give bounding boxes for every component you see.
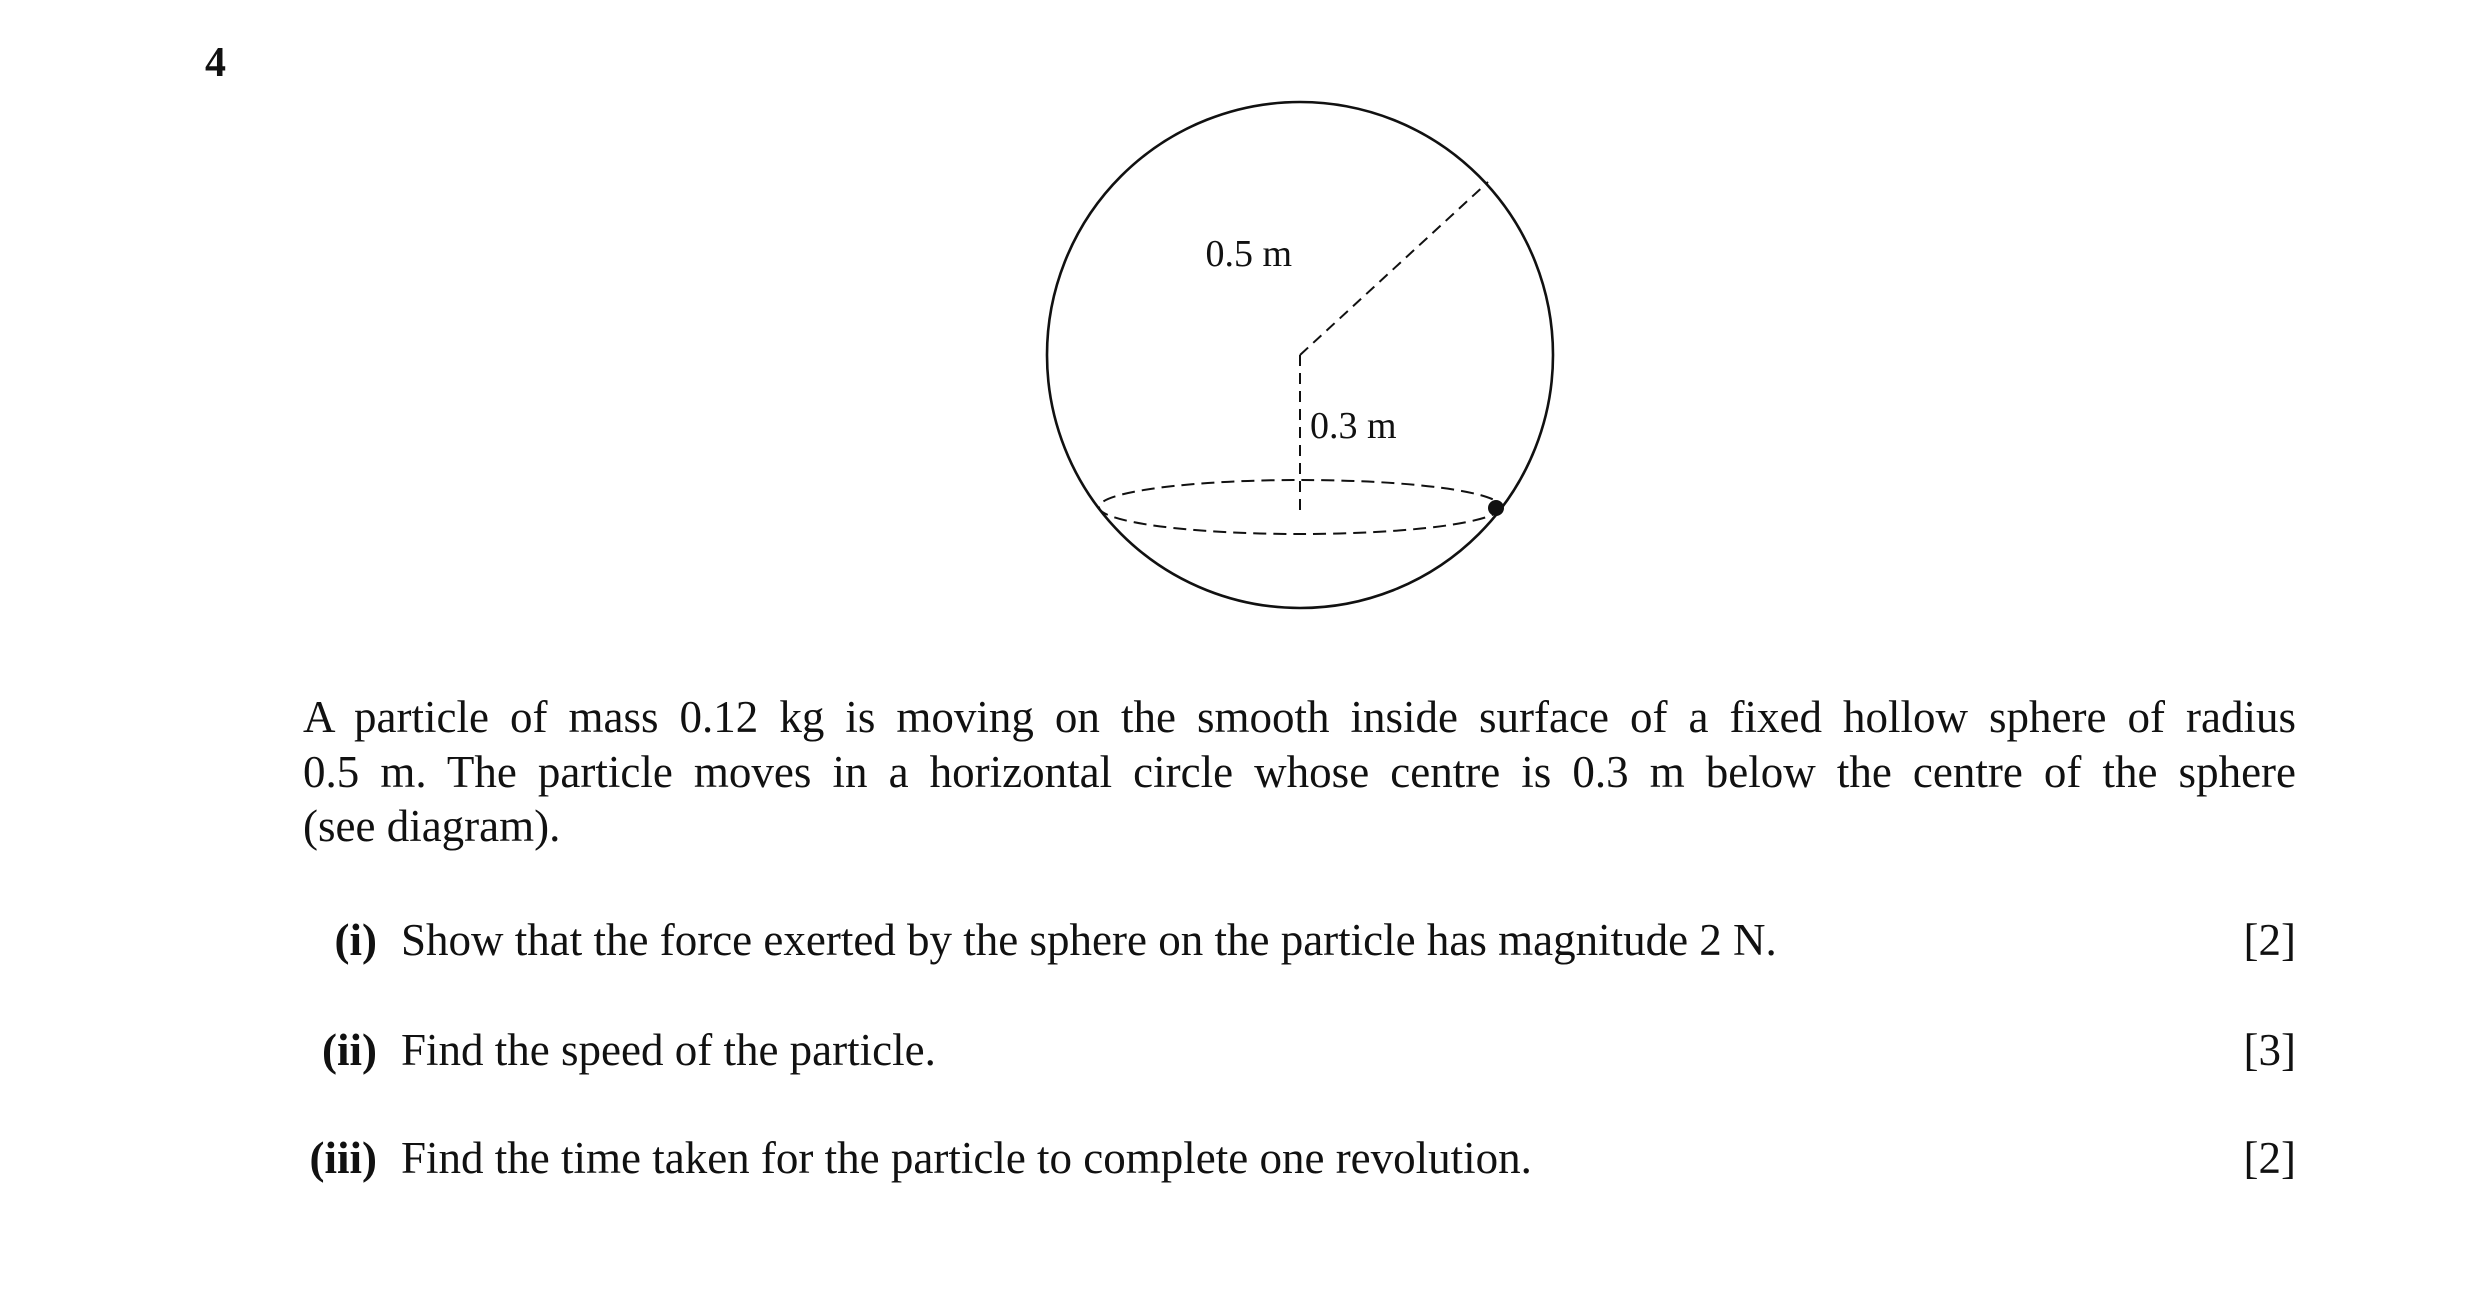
part-text: Find the time taken for the particle to complete one revolution. bbox=[401, 1133, 1532, 1183]
marks-label: [2] bbox=[2243, 1133, 2296, 1183]
part-iii bbox=[0, 1128, 2300, 1188]
part-text: Find the speed of the particle. bbox=[401, 1025, 936, 1075]
marks-label: [2] bbox=[2243, 915, 2296, 965]
particle-dot bbox=[1488, 500, 1504, 516]
stem-line-2: 0.5 m. The particle moves in a horizontal circle whose centre is 0.3 m below the centre of the sphere bbox=[303, 746, 2296, 797]
stem-line-3: (see diagram). bbox=[303, 801, 561, 851]
radius-line bbox=[1300, 182, 1488, 355]
sphere-diagram bbox=[1000, 80, 1600, 640]
part-label: (ii) bbox=[322, 1025, 377, 1075]
stem-line-1: A particle of mass 0.12 kg is moving on the smooth inside surface of a fixed hollow sphere of radius bbox=[303, 692, 2296, 742]
marks-label: [3] bbox=[2243, 1025, 2296, 1075]
question-stem bbox=[303, 690, 2296, 854]
radius-label: 0.5 m bbox=[1205, 233, 1292, 275]
drop-label: 0.3 m bbox=[1310, 405, 1397, 447]
part-text: Show that the force exerted by the sphere on the particle has magnitude 2 N. bbox=[401, 915, 1777, 965]
part-ii bbox=[0, 1020, 2300, 1080]
part-i bbox=[0, 910, 2300, 970]
part-label: (iii) bbox=[309, 1133, 377, 1183]
part-label: (i) bbox=[334, 915, 377, 965]
question-number: 4 bbox=[205, 40, 226, 86]
